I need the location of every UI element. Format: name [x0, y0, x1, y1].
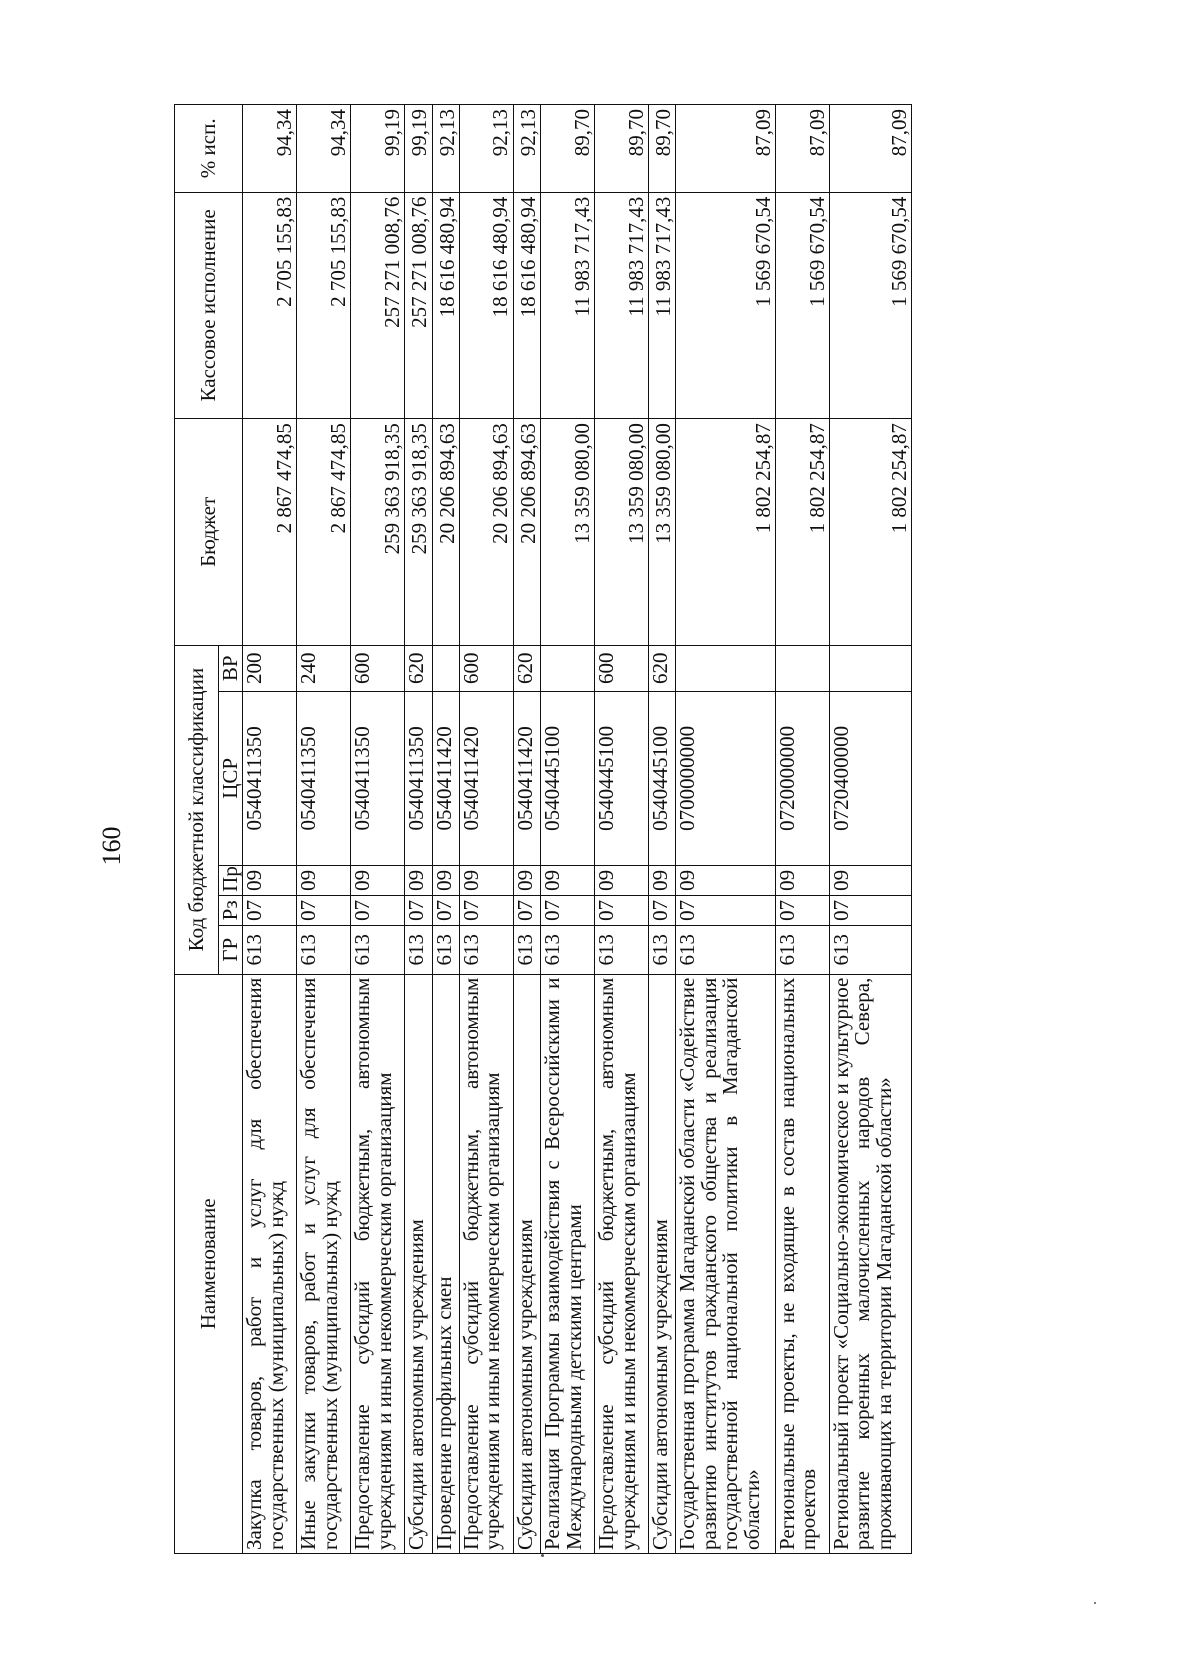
row-pr: 09: [459, 865, 513, 895]
row-rz: 07: [829, 895, 911, 925]
row-csr: 0700000000: [676, 691, 776, 865]
row-csr: 0540411350: [351, 691, 405, 865]
row-csr: 0540411420: [432, 691, 459, 865]
row-rz: 07: [351, 895, 405, 925]
row-pct: 94,34: [243, 105, 297, 193]
row-cash: 2 705 155,83: [243, 192, 297, 418]
row-rz: 07: [541, 895, 595, 925]
row-name: Реализация Программы взаимодействия с Всероссийскими и Международными детскими центрами: [541, 974, 595, 1553]
row-vr: [676, 645, 776, 691]
row-budget: 20 206 894,63: [459, 419, 513, 645]
row-vr: 600: [459, 645, 513, 691]
row-pr: 09: [513, 865, 540, 895]
row-cash: 18 616 480,94: [513, 192, 540, 418]
table-body: [243, 105, 912, 1554]
row-budget: 20 206 894,63: [513, 419, 540, 645]
row-pct: 89,70: [541, 105, 595, 193]
row-csr: 0540411350: [243, 691, 297, 865]
row-vr: 620: [405, 645, 432, 691]
header-pr: Пр: [219, 865, 243, 895]
row-pct: 87,09: [676, 105, 776, 193]
row-pct: 87,09: [776, 105, 830, 193]
row-gr: 613: [297, 925, 351, 974]
row-csr: 0540445100: [595, 691, 649, 865]
row-name: Предоставление субсидий бюджетным, автономным учреждениям и иным некоммерческим организациям: [595, 974, 649, 1553]
row-gr: 613: [595, 925, 649, 974]
table-row: [405, 105, 432, 1554]
row-pct: 99,19: [351, 105, 405, 193]
row-name: Региональные проекты, не входящие в состав национальных проектов: [776, 974, 830, 1553]
row-gr: 613: [432, 925, 459, 974]
row-pr: 09: [776, 865, 830, 895]
row-cash: 1 569 670,54: [829, 192, 911, 418]
row-csr: 0720000000: [776, 691, 830, 865]
row-cash: 18 616 480,94: [432, 192, 459, 418]
header-pct: % исп.: [175, 105, 243, 193]
row-rz: 07: [513, 895, 540, 925]
row-budget: 259 363 918,35: [405, 419, 432, 645]
table-row: [432, 105, 459, 1554]
row-pct: 89,70: [649, 105, 676, 193]
row-vr: [829, 645, 911, 691]
page-number: 160: [97, 826, 126, 866]
row-vr: [776, 645, 830, 691]
header-budget: Бюджет: [175, 419, 243, 645]
row-pr: 09: [243, 865, 297, 895]
row-pct: 89,70: [595, 105, 649, 193]
header-code-group: Код бюджетной классификации: [175, 645, 219, 974]
table-row: [776, 105, 830, 1554]
header-csr: ЦСР: [219, 691, 243, 865]
row-cash: 11 983 717,43: [595, 192, 649, 418]
row-vr: 600: [595, 645, 649, 691]
scan-speck: [1094, 1602, 1096, 1604]
row-vr: 240: [297, 645, 351, 691]
table-row: [595, 105, 649, 1554]
row-pct: 92,13: [459, 105, 513, 193]
row-rz: 07: [405, 895, 432, 925]
row-gr: 613: [351, 925, 405, 974]
rotated-table-container: [174, 104, 912, 1554]
row-rz: 07: [776, 895, 830, 925]
row-name: Государственная программа Магаданской области «Содействие развитию институтов гражданского общества и реализация государственной национальной политики в Магаданской области»: [676, 974, 776, 1553]
row-pct: 94,34: [297, 105, 351, 193]
row-budget: 1 802 254,87: [776, 419, 830, 645]
row-gr: 613: [776, 925, 830, 974]
row-gr: 613: [541, 925, 595, 974]
row-budget: 1 802 254,87: [829, 419, 911, 645]
header-rz: Рз: [219, 895, 243, 925]
row-rz: 07: [432, 895, 459, 925]
row-rz: 07: [459, 895, 513, 925]
table-header: [175, 105, 243, 1554]
row-name: Закупка товаров, работ и услуг для обеспечения государственных (муниципальных) нужд: [243, 974, 297, 1553]
row-name: Субсидии автономным учреждениям: [513, 974, 540, 1553]
row-gr: 613: [405, 925, 432, 974]
table-row: [459, 105, 513, 1554]
row-csr: 0540445100: [649, 691, 676, 865]
row-name: Субсидии автономным учреждениям: [405, 974, 432, 1553]
table-row: [243, 105, 297, 1554]
header-vr: ВР: [219, 645, 243, 691]
row-pr: 09: [676, 865, 776, 895]
row-gr: 613: [459, 925, 513, 974]
row-csr: 0540445100: [541, 691, 595, 865]
row-rz: 07: [297, 895, 351, 925]
row-budget: 2 867 474,85: [297, 419, 351, 645]
header-cash: Кассовое исполнение: [175, 192, 243, 418]
row-name: Предоставление субсидий бюджетным, автономным учреждениям и иным некоммерческим организациям: [459, 974, 513, 1553]
row-pct: 99,19: [405, 105, 432, 193]
row-budget: 13 359 080,00: [649, 419, 676, 645]
row-name: Проведение профильных смен: [432, 974, 459, 1553]
row-vr: 620: [513, 645, 540, 691]
row-gr: 613: [513, 925, 540, 974]
table-row: [297, 105, 351, 1554]
row-budget: 2 867 474,85: [243, 419, 297, 645]
row-pr: 09: [432, 865, 459, 895]
header-gr: ГР: [219, 925, 243, 974]
row-vr: 620: [649, 645, 676, 691]
row-pct: 92,13: [432, 105, 459, 193]
table-row: [649, 105, 676, 1554]
row-cash: 1 569 670,54: [676, 192, 776, 418]
row-vr: 600: [351, 645, 405, 691]
budget-table: [174, 104, 912, 1554]
row-cash: 2 705 155,83: [297, 192, 351, 418]
row-pr: 09: [829, 865, 911, 895]
row-pr: 09: [297, 865, 351, 895]
row-csr: 0720400000: [829, 691, 911, 865]
table-row: [676, 105, 776, 1554]
row-rz: 07: [595, 895, 649, 925]
row-gr: 613: [829, 925, 911, 974]
row-budget: 20 206 894,63: [432, 419, 459, 645]
row-vr: [541, 645, 595, 691]
row-rz: 07: [676, 895, 776, 925]
row-budget: 1 802 254,87: [676, 419, 776, 645]
row-csr: 0540411420: [459, 691, 513, 865]
row-cash: 18 616 480,94: [459, 192, 513, 418]
row-cash: 1 569 670,54: [776, 192, 830, 418]
row-vr: 200: [243, 645, 297, 691]
row-name: Иные закупки товаров, работ и услуг для обеспечения государственных (муниципальных) нужд: [297, 974, 351, 1553]
header-name: Наименование: [175, 974, 243, 1553]
row-pct: 87,09: [829, 105, 911, 193]
row-cash: 257 271 008,76: [405, 192, 432, 418]
scan-speck: [541, 1554, 544, 1557]
row-pr: 09: [595, 865, 649, 895]
row-pct: 92,13: [513, 105, 540, 193]
row-cash: 257 271 008,76: [351, 192, 405, 418]
row-cash: 11 983 717,43: [541, 192, 595, 418]
row-vr: [432, 645, 459, 691]
table-row: [351, 105, 405, 1554]
table-row: [829, 105, 911, 1554]
row-name: Субсидии автономным учреждениям: [649, 974, 676, 1553]
row-rz: 07: [243, 895, 297, 925]
row-budget: 13 359 080,00: [541, 419, 595, 645]
row-pr: 09: [405, 865, 432, 895]
row-cash: 11 983 717,43: [649, 192, 676, 418]
row-budget: 259 363 918,35: [351, 419, 405, 645]
row-pr: 09: [351, 865, 405, 895]
row-csr: 0540411350: [297, 691, 351, 865]
table-row: [513, 105, 540, 1554]
row-gr: 613: [649, 925, 676, 974]
row-csr: 0540411350: [405, 691, 432, 865]
row-pr: 09: [541, 865, 595, 895]
row-csr: 0540411420: [513, 691, 540, 865]
table-row: [541, 105, 595, 1554]
row-pr: 09: [649, 865, 676, 895]
row-gr: 613: [676, 925, 776, 974]
row-budget: 13 359 080,00: [595, 419, 649, 645]
row-rz: 07: [649, 895, 676, 925]
row-gr: 613: [243, 925, 297, 974]
row-name: Предоставление субсидий бюджетным, автономным учреждениям и иным некоммерческим организациям: [351, 974, 405, 1553]
row-name: Региональный проект «Социально-экономическое и культурное развитие коренных малочисленных народов Севера, проживающих на территории Магаданской области»: [829, 974, 911, 1553]
